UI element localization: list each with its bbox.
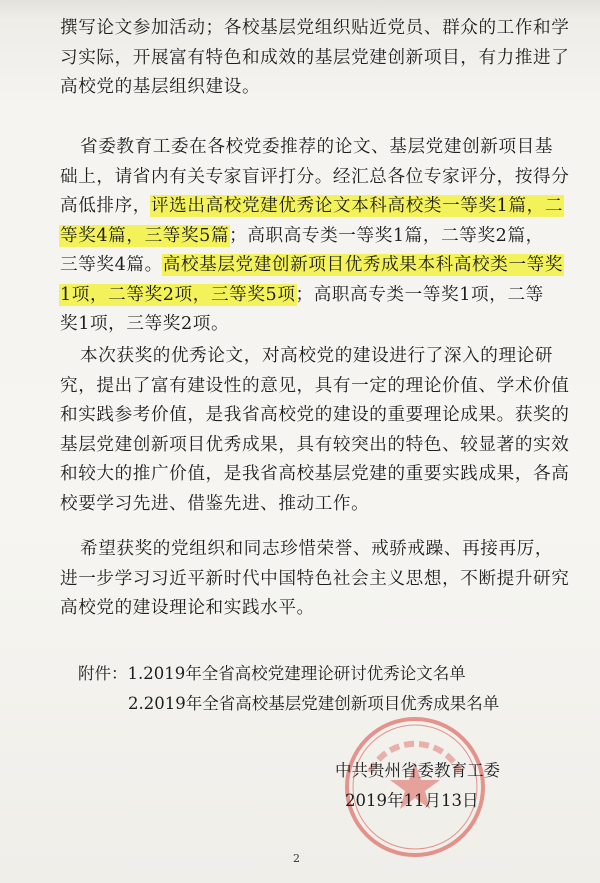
- text-line: [60, 281, 565, 311]
- highlighted-text: 评选出高校党建优秀论文本科高校类一等奖1篇，二: [150, 196, 564, 216]
- attachment-line-1: [78, 660, 466, 688]
- text-line: [60, 222, 565, 252]
- paragraph-1: [60, 14, 570, 103]
- text-line: 撰写论文参加活动；各校基层党组织贴近党员、群众的工作和学: [60, 18, 570, 38]
- paragraph-3: [60, 342, 570, 519]
- text-line: 进一步学习习近平新时代中国特色社会主义思想，不断提升研究: [60, 568, 570, 589]
- text-segment: ；高职高专类一等奖1项，二等: [295, 284, 544, 305]
- text-line: 高校党的建设理论和实践水平。: [60, 598, 315, 618]
- text-line: 省委教育工委在各校党委推荐的论文、基层党建创新项目基: [80, 137, 554, 157]
- highlighted-text: 高校基层党建创新项目优秀成果本科高校类一等奖: [162, 255, 564, 275]
- text-line: 习实际，开展富有特色和成效的基层党建创新项目，有力推进了: [60, 47, 570, 68]
- text-line: 和实践参考价值，是我省高校党的建设的重要理论成果。获奖的: [60, 405, 570, 425]
- text-line: 本次获奖的优秀论文，对高校党的建设进行了深入的理论研: [80, 346, 554, 366]
- text-line: 奖1项，三等奖2项。: [60, 314, 230, 334]
- text-line: 希望获奖的党组织和同志珍惜荣誉、戒骄戒躁、再接再厉，: [80, 539, 554, 559]
- page-number: 2: [293, 852, 300, 865]
- text-segment: 高低排序，: [60, 196, 151, 216]
- highlighted-text: 等奖4篇，三等奖5篇: [60, 225, 230, 246]
- attachment-label: 附件：: [78, 664, 128, 683]
- highlighted-text: 1项，二等奖2项，三等奖5项: [60, 284, 296, 305]
- text-line: [60, 192, 565, 222]
- text-line: 高校党的基层组织建设。: [60, 77, 261, 97]
- text-segment: ；高职高专类一等奖1篇，二等奖2篇，: [229, 225, 544, 246]
- text-segment: 三等奖4篇。: [60, 255, 163, 275]
- paragraph-2: [60, 133, 570, 340]
- issuing-organization: 中共贵州省委教育工委: [335, 761, 500, 780]
- attachment-item: 1.2019年全省高校党建理论研讨优秀论文名单: [127, 664, 466, 683]
- issue-date: 2019年11月13日: [345, 791, 479, 810]
- paragraph-4: [60, 535, 570, 624]
- text-line: 究，提出了富有建设性的意见，具有一定的理论价值、学术价值: [60, 375, 570, 396]
- text-line: 础上，请省内有关专家盲评打分。经汇总各位专家评分，按得分: [60, 166, 570, 187]
- text-line: 校要学习先进、借鉴先进、推动工作。: [60, 493, 370, 514]
- text-line: [60, 251, 565, 281]
- attachment-item: 2.2019年全省高校基层党建创新项目优秀成果名单: [128, 694, 500, 713]
- text-line: 和较大的推广价值，是我省高校基层党建的重要实践成果，各高: [60, 464, 570, 484]
- text-line: 基层党建创新项目优秀成果，具有较突出的特色、较显著的实效: [60, 434, 570, 455]
